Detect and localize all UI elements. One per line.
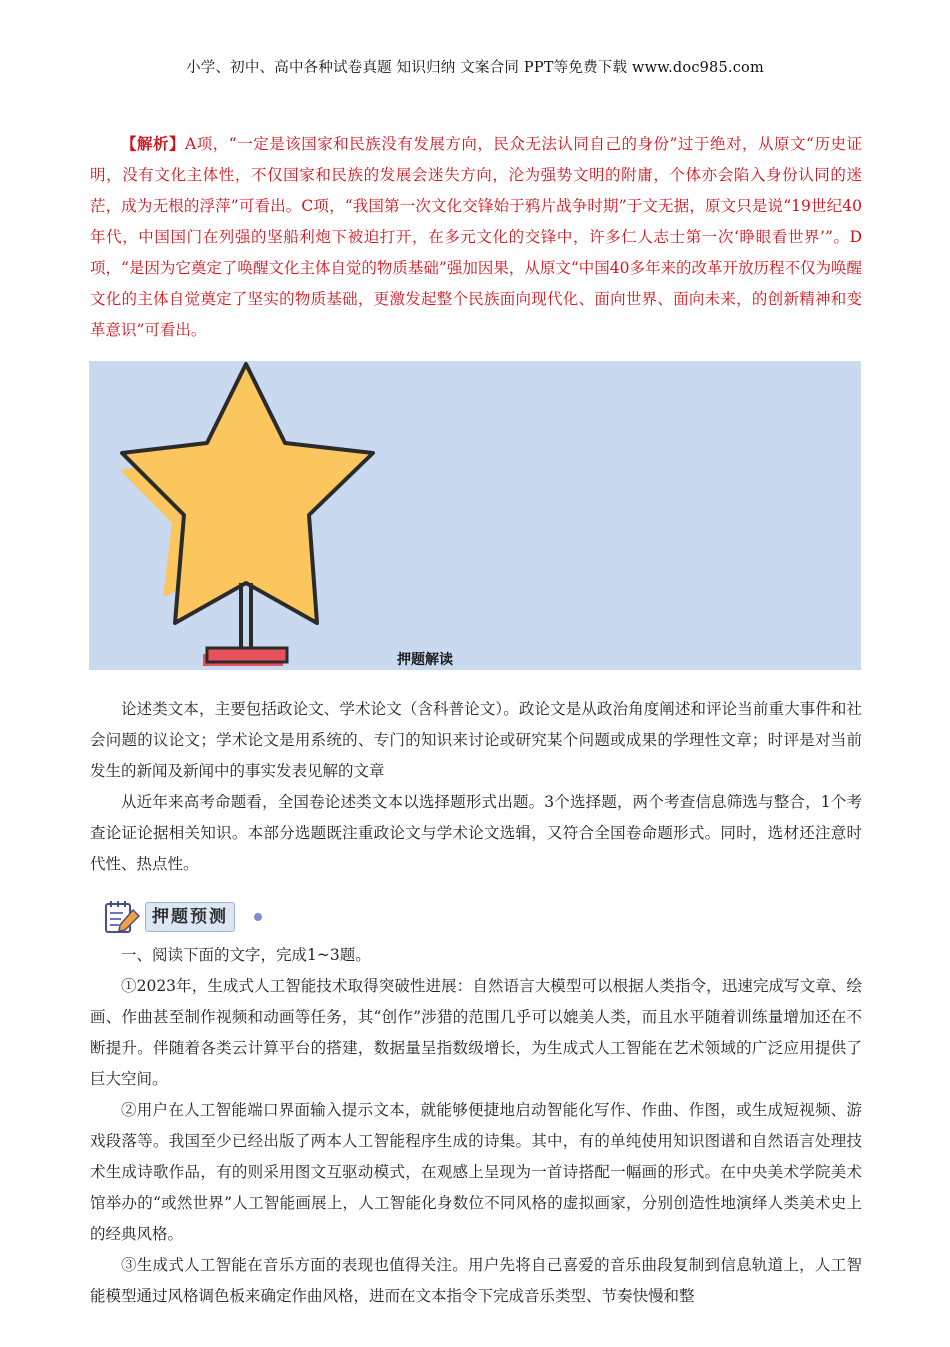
analysis-paragraph [90, 128, 862, 346]
dot-icon [253, 912, 263, 922]
reading-paragraph: ③生成式人工智能在音乐方面的表现也值得关注。用户先将自己喜爱的音乐曲段复制到信息轨道上，人工智能模型通过风格调色板来确定作曲风格，进而在文本指令下完成音乐类型、节奏快慢和整 [90, 1256, 862, 1305]
intro-paragraph: 论述类文本，主要包括政论文、学术论文（含科普论文）。政论文是从政治角度阐述和评论当前重大事件和社会问题的议论文；学术论文是用系统的、专门的知识来讨论或研究某个问题或成果的学理性文章；时评是对当前发生的新闻及新闻中的事实发表见解的文章 [90, 700, 862, 780]
section-banner [89, 361, 861, 670]
prediction-badge [103, 896, 268, 938]
reading-paragraph: ②用户在人工智能端口界面输入提示文本，就能够便捷地启动智能化写作、作曲、作图，或生成短视频、游戏段落等。我国至少已经出版了两本人工智能程序生成的诗集。其中，有的单纯使用知识图谱和自然语言处理技术生成诗歌作品，有的则采用图文互驱动模式，在观感上呈现为一首诗搭配一幅画的形式。在中央美术学院美术馆举办的“或然世界”人工智能画展上，人工智能化身数位不同风格的虚拟画家，分别创造性地演绎人类美术史上的经典风格。 [90, 1101, 862, 1243]
trophy-base [207, 648, 287, 662]
star-trophy-illustration [89, 361, 861, 670]
reading-instruction: 一、阅读下面的文字，完成1~3题。 [121, 946, 371, 964]
reading-section [90, 940, 862, 1312]
intro-section [90, 694, 862, 880]
site-header: 小学、初中、高中各种试卷真题 知识归纳 文案合同 PPT等免费下载 www.doc985.com [186, 60, 764, 76]
banner-title: 押题解读 [397, 652, 453, 668]
notepad-pen-icon [103, 898, 143, 938]
intro-paragraph: 从近年来高考命题看，全国卷论述类文本以选择题形式出题。3个选择题，两个考查信息筛选与整合，1个考查论证论据相关知识。本部分选题既注重政论文与学术论文选辑，又符合全国卷命题形式。同时，选材还注意时代性、热点性。 [90, 793, 862, 873]
analysis-body: A项，“一定是该国家和民族没有发展方向，民众无法认同自己的身份”过于绝对，从原文“历史证明，没有文化主体性，不仅国家和民族的发展会迷失方向，沦为强势文明的附庸，个体亦会陷入身份认同的迷茫，成为无根的浮萍”可看出。C项，“我国第一次文化交锋始于鸦片战争时期”于文无据，原文只是说“19世纪40年代，中国国门在列强的坚船利炮下被迫打开，在多元文化的交锋中，许多仁人志士第一次‘睁眼看世界’”。D项，“是因为它奠定了唤醒文化主体自觉的物质基础”强加因果，从原文“中国40多年来的改革开放历程不仅为唤醒文化的主体自觉奠定了坚实的物质基础，更激发起整个民族面向现代化、面向世界、面向未来，的创新精神和变革意识”可看出。 [90, 135, 862, 339]
prediction-badge-label: 押题预测 [145, 902, 235, 932]
analysis-tag: 【解析】 [121, 134, 186, 153]
reading-paragraph: ①2023年，生成式人工智能技术取得突破性进展：自然语言大模型可以根据人类指令，迅速完成写文章、绘画、作曲甚至制作视频和动画等任务，其“创作”涉猎的范围几乎可以媲美人类，而且水平随着训练量增加还在不断提升。伴随着各类云计算平台的搭建，数据量呈指数级增长，为生成式人工智能在艺术领域的广泛应用提供了巨大空间。 [90, 977, 862, 1088]
